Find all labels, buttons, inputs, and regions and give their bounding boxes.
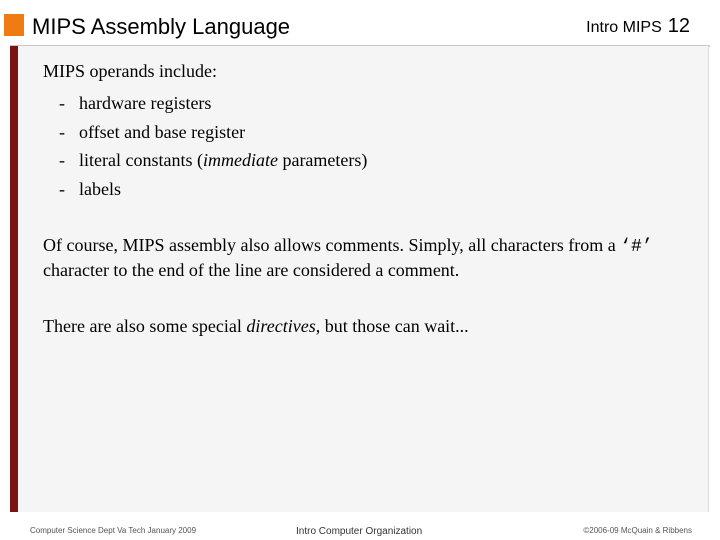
directives-paragraph xyxy=(43,315,703,338)
list-item xyxy=(43,175,703,204)
left-accent-bar xyxy=(10,46,18,512)
bullet-dash: - xyxy=(59,150,65,171)
operand-list xyxy=(43,89,703,203)
comment-symbol: ‘#’ xyxy=(620,237,653,258)
bullet-emphasis: immediate xyxy=(202,150,278,171)
bullet-dash: - xyxy=(59,121,65,142)
list-item xyxy=(43,89,703,118)
directives-text-1: There are also some special xyxy=(43,316,247,337)
comments-paragraph xyxy=(43,234,703,282)
comments-text-1: Of course, MIPS assembly also allows comments. Simply, all characters from a xyxy=(43,235,621,256)
directives-text-2: , but those can wait... xyxy=(315,316,469,337)
header-right xyxy=(586,15,690,38)
page-number: 12 xyxy=(667,15,690,37)
directives-emphasis: directives xyxy=(246,316,316,337)
footer-center: Intro Computer Organization xyxy=(296,526,423,537)
bullet-text: labels xyxy=(79,178,121,199)
list-item xyxy=(43,118,703,147)
comments-text-2: character to the end of the line are considered a comment. xyxy=(43,260,460,281)
bullet-text: offset and base register xyxy=(79,121,246,142)
bullet-dash: - xyxy=(59,93,65,113)
slide-body xyxy=(43,60,703,338)
operands-intro: MIPS operands include: xyxy=(43,61,217,81)
bullet-tail: parameters) xyxy=(277,150,368,171)
bullet-dash: - xyxy=(59,178,65,199)
section-label: Intro MIPS xyxy=(586,19,662,36)
bullet-text: hardware registers xyxy=(79,93,212,113)
bullet-text: literal constants ( xyxy=(79,150,203,171)
footer-right: ©2006-09 McQuain & Ribbens xyxy=(583,526,692,535)
accent-square xyxy=(4,14,24,36)
list-item xyxy=(43,146,703,175)
footer-left: Computer Science Dept Va Tech January 2009 xyxy=(30,526,197,535)
slide-title: MIPS Assembly Language xyxy=(32,14,291,39)
